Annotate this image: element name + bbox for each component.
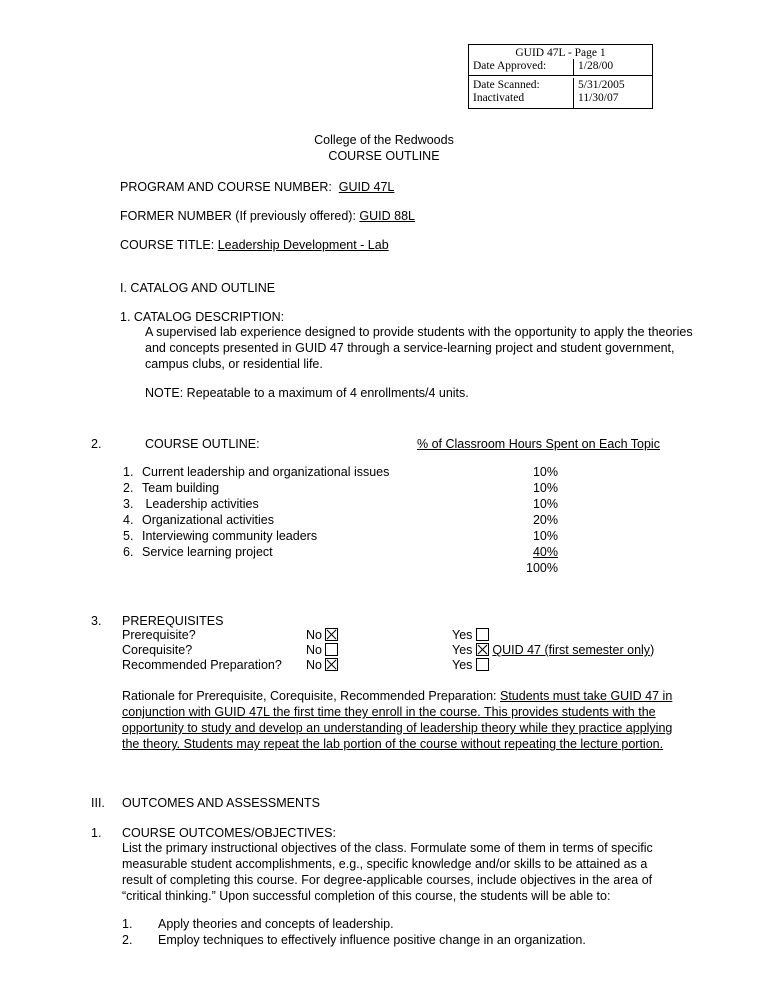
outcomes-line: List the primary instructional objectives of the class. Formulate some of them in terms of specific — [122, 841, 653, 855]
outline-total-percent: 100% — [526, 561, 558, 575]
checkbox-checked — [325, 658, 338, 671]
objective-number: 1. — [122, 917, 133, 931]
outline-item-percent: 10% — [532, 497, 558, 511]
checkbox-checked — [476, 643, 489, 656]
outline-item-label: Current leadership and organizational issues — [142, 465, 390, 479]
outline-item-percent: 40% — [532, 545, 558, 559]
catalog-line: A supervised lab experience designed to provide students with the opportunity to apply the theories — [145, 325, 693, 339]
catalog-line: campus clubs, or residential life. — [145, 357, 323, 371]
course-title-label: COURSE TITLE: — [120, 238, 215, 252]
section-number: III. — [91, 796, 105, 810]
prereq-no — [306, 658, 338, 672]
checkbox-unchecked — [476, 658, 489, 671]
prereq-yes — [452, 658, 489, 672]
program-label: PROGRAM AND COURSE NUMBER: — [120, 180, 332, 194]
prereq-number: 3. — [91, 614, 102, 628]
outline-item-number: 1. — [123, 465, 134, 479]
page-label: GUID 47L - Page 1 — [515, 47, 606, 59]
outcomes-line: result of completing this course. For degree-applicable courses, include objectives in the area of — [122, 873, 653, 887]
outline-item-percent: 10% — [532, 481, 558, 495]
corequisite-detail-close: ) — [650, 643, 655, 657]
prereq-no — [306, 628, 338, 642]
outline-item-label: Team building — [142, 481, 220, 495]
yes-label: Yes — [452, 643, 473, 657]
date-approved-label: Date Approved: — [473, 60, 547, 72]
former-label: FORMER NUMBER (If previously offered): — [120, 209, 356, 223]
checkbox-unchecked — [476, 628, 489, 641]
no-label: No — [306, 643, 322, 657]
outline-item-number: 2. — [123, 481, 134, 495]
college-name: College of the Redwoods — [314, 133, 454, 147]
outline-item-percent: 10% — [532, 529, 558, 543]
divider — [573, 59, 574, 75]
former-value: GUID 88L — [359, 209, 416, 223]
objective-number: 2. — [122, 933, 133, 947]
outline-item-number: 5. — [123, 529, 134, 543]
document-title: COURSE OUTLINE — [328, 149, 440, 163]
outline-item-number: 3. — [123, 497, 134, 511]
no-label: No — [306, 628, 322, 642]
program-value: GUID 47L — [338, 180, 395, 194]
outcomes-line: measurable student accomplishments, e.g., specific knowledge and/or skills to be attained as a — [122, 857, 648, 871]
outline-item-percent: 20% — [532, 513, 558, 527]
date-scanned-value: 5/31/2005 — [578, 79, 625, 91]
outline-item-label: Leadership activities — [142, 497, 259, 511]
date-scanned-label: Date Scanned: — [473, 79, 540, 91]
catalog-heading: 1. CATALOG DESCRIPTION: — [120, 310, 285, 324]
objective-text: Employ techniques to effectively influence positive change in an organization. — [158, 933, 586, 947]
divider — [573, 78, 574, 108]
outline-number: 2. — [91, 437, 102, 451]
yes-label: Yes — [452, 658, 473, 672]
section-heading: OUTCOMES AND ASSESSMENTS — [122, 796, 320, 810]
prereq-no — [306, 643, 338, 657]
yes-label: Yes — [452, 628, 473, 642]
date-approved-value: 1/28/00 — [578, 60, 614, 72]
rationale-text: Students must take GUID 47 in conjunction with GUID 47L the first time they enroll in the course. This provides students with the opportunity to study and develop an understanding of leadership theory while they practice applying the theory. Students may repeat the lab portion of the course without repeating the lecture portion. — [122, 689, 673, 751]
outline-item-number: 6. — [123, 545, 134, 559]
prereq-row-label: Prerequisite? — [122, 628, 196, 642]
outline-heading: COURSE OUTLINE: — [145, 437, 260, 451]
objective-text: Apply theories and concepts of leadership. — [158, 917, 394, 931]
outline-item-label: Organizational activities — [142, 513, 275, 527]
inactivated-value: 11/30/07 — [578, 92, 619, 104]
corequisite-detail: QUID 47 (first semester only — [492, 643, 651, 657]
prereq-heading: PREREQUISITES — [122, 614, 224, 628]
prereq-row-label: Corequisite? — [122, 643, 193, 657]
rationale-paragraph — [122, 688, 682, 752]
checkbox-checked — [325, 628, 338, 641]
course-title-value: Leadership Development - Lab — [217, 238, 389, 252]
program-line — [120, 180, 394, 194]
checkbox-unchecked — [325, 643, 338, 656]
prereq-yes — [452, 643, 654, 657]
outline-item-label: Interviewing community leaders — [142, 529, 318, 543]
outline-percent-heading: % of Classroom Hours Spent on Each Topic — [417, 437, 660, 451]
outcomes-line: “critical thinking.” Upon successful completion of this course, the students will be able to: — [122, 889, 611, 903]
catalog-line: and concepts presented in GUID 47 through a service-learning project and student government, — [145, 341, 675, 355]
no-label: No — [306, 658, 322, 672]
prereq-yes — [452, 628, 489, 642]
outcomes-number: 1. — [91, 826, 102, 840]
course-title-line — [120, 238, 389, 252]
outline-item-label: Service learning project — [142, 545, 273, 559]
outcomes-heading: COURSE OUTCOMES/OBJECTIVES: — [122, 826, 336, 840]
header-info-box — [468, 44, 653, 109]
rationale-label: Rationale for Prerequisite, Corequisite, Recommended Preparation: — [122, 689, 497, 703]
outline-item-percent: 10% — [532, 465, 558, 479]
prereq-row-label: Recommended Preparation? — [122, 658, 282, 672]
repeat-note: NOTE: Repeatable to a maximum of 4 enrollments/4 units. — [145, 386, 469, 400]
outline-item-number: 4. — [123, 513, 134, 527]
divider — [469, 75, 652, 76]
former-line — [120, 209, 415, 223]
inactivated-label: Inactivated — [473, 92, 525, 104]
section-heading: I. CATALOG AND OUTLINE — [120, 281, 276, 295]
